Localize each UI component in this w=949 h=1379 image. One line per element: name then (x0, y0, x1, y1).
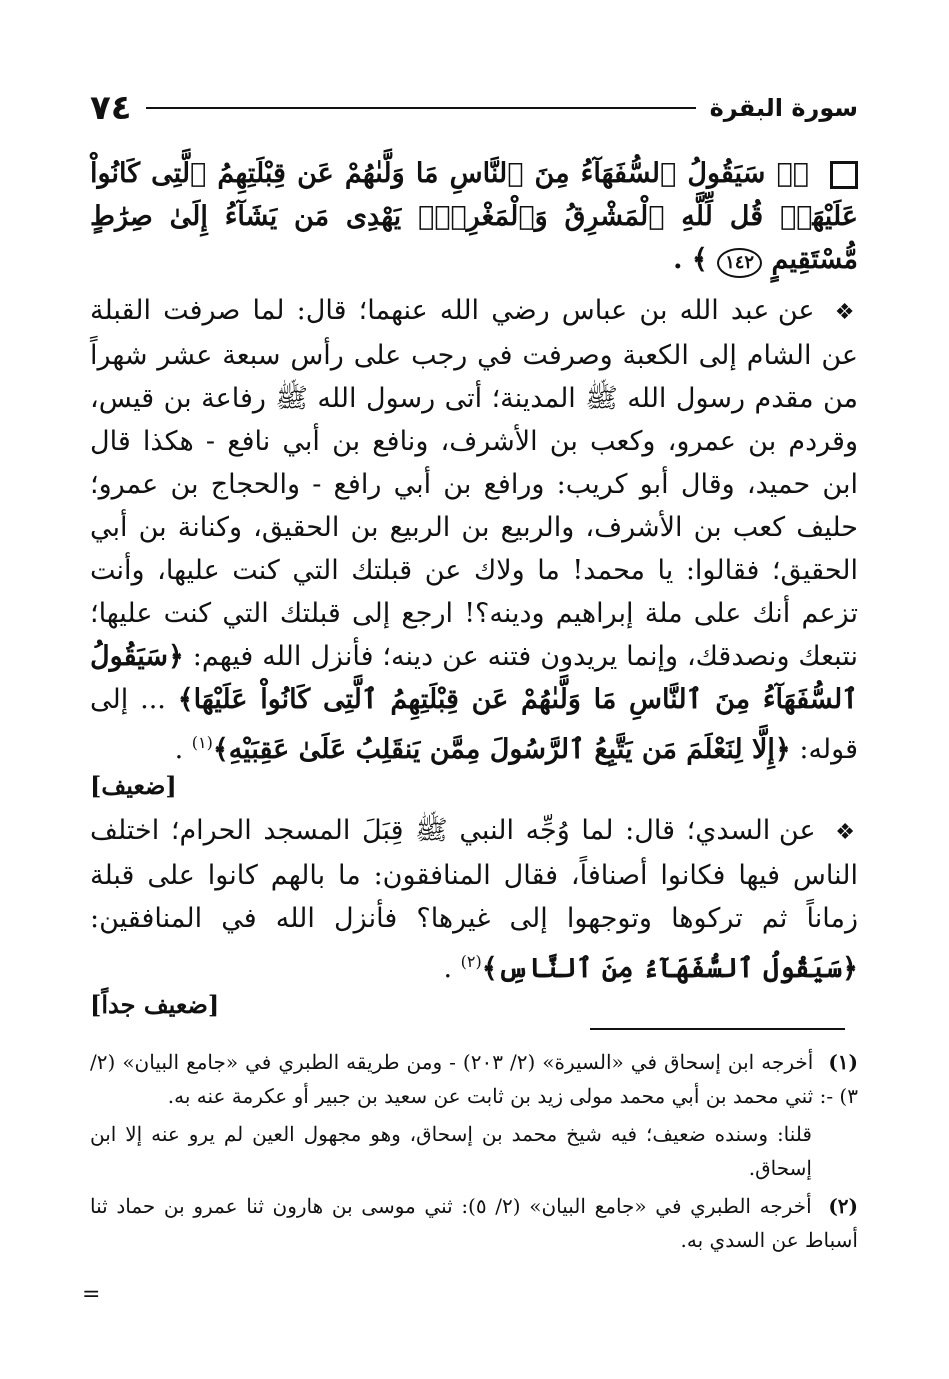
footnote-text: أخرجه ابن إسحاق في «السيرة» (٢/ ٢٠٣) - ومن طريقه الطبري في «جامع البيان» (٢/ ٣) -: ثني محمد بن أبي محمد مولى زيد بن ثابت عن سعيد بن جبير أو عكرمة عنه به. (90, 1050, 858, 1108)
quran-quote: ﴿سَيَقُولُ ٱلسُّفَهَآءُ مِنَ ٱلنَّاسِ مَا وَلَّىٰهُمْ عَن قِبْلَتِهِمُ ٱلَّتِى كَانُواْ عَلَيْهَا﴾ (90, 641, 858, 715)
footnote-number: (١) (828, 1050, 858, 1074)
footnote-separator (590, 1028, 845, 1030)
square-marker-icon (830, 161, 858, 189)
sentence-end: . (443, 953, 453, 984)
footnote-2 (90, 1189, 858, 1257)
verse-block (90, 152, 858, 281)
hadith-text: عن السدي؛ قال: لما وُجِّه النبي ﷺ قِبَلَ المسجد الحرام؛ اختلف الناس فيها فكانوا أصنافاً، فقال المنافقون: ما بالهم كانوا على قبلة زماناً ثم تركوها وتوجهوا إلى غيرها؟ فأنزل الله في المنافقين: (90, 815, 858, 934)
footnote-ref: (٢) (460, 952, 482, 971)
grade-label: [ضعيف] (90, 771, 177, 800)
quran-quote: ﴿سَيَقُولُ ٱلسُّفَهَآءُ مِنَ ٱلنَّاسِ﴾ (481, 953, 858, 984)
footnotes (90, 1045, 858, 1261)
header-rule (146, 107, 696, 109)
footnote-number: (٢) (828, 1194, 859, 1218)
grade-label: [ضعيف جداً] (90, 990, 220, 1019)
page-number: ٧٤ (90, 88, 132, 128)
quran-quote: ﴿إِلَّا لِنَعْلَمَ مَن يَتَّبِعُ ٱلرَّسُولَ مِمَّن يَنقَلِبُ عَلَىٰ عَقِبَيْهِ﴾ (212, 734, 791, 765)
bullet-icon: ❖ (835, 820, 858, 845)
verse-end: ﴾ . (673, 244, 708, 275)
connector-text: ... إلى قوله: (90, 684, 858, 765)
page-header (90, 88, 858, 128)
bullet-icon: ❖ (834, 300, 858, 325)
footnote-1-note: قلنا: وسنده ضعيف؛ فيه شيخ محمد بن إسحاق، وهو مجهول العين لم يرو عنه إلا ابن إسحاق. (90, 1122, 812, 1180)
footnote-1 (90, 1045, 858, 1113)
hadith-paragraph (90, 289, 858, 801)
verse-number-icon: ١٤٢ (717, 248, 762, 278)
surah-title: سورة البقرة (709, 94, 858, 122)
hadith-text: عن عبد الله بن عباس رضي الله عنهما؛ قال: لما صرفت القبلة عن الشام إلى الكعبة وصرفت في رجب على رأس سبعة عشر شهراً من مقدم رسول الله ﷺ المدينة؛ أتى رسول الله ﷺ رفاعة بن قيس، وقردم بن عمرو، وكعب بن الأشرف، ونافع بن أبي نافع - هكذا قال ابن حميد، وقال أبو كريب: ورافع بن أبي رافع - والحجاج بن عمرو؛ حليف كعب بن الأشرف، والربيع بن الربيع بن الحقيق، وكنانة بن أبي الحقيق؛ فقالوا: يا محمد! ما ولاك عن قبلتك التي كنت عليها، وأنت تزعم أنك على ملة إبراهيم ودينه؟! ارجع إلى قبلتك التي كنت عليها؛ نتبعك ونصدقك، وإنما يريدون فتنه عن دينه؛ فأنزل الله فيهم: (90, 295, 858, 672)
footnote-ref: (١) (191, 733, 213, 752)
footnote-text: أخرجه الطبري في «جامع البيان» (٢/ ٥): ثني موسى بن هارون ثنا عمرو بن حماد ثنا أسباط عن السدي به. (90, 1194, 858, 1252)
verse-text: ﴿۞ سَيَقُولُ ٱلسُّفَهَآءُ مِنَ ٱلنَّاسِ مَا وَلَّىٰهُمْ عَن قِبْلَتِهِمُ ٱلَّتِى كَانُواْ عَلَيْهَاۚ قُل لِّلَّهِ ٱلْمَشْرِقُ وَٱلْمَغْرِبُۚ يَهْدِى مَن يَشَآءُ إِلَىٰ صِرَٰطٍ مُّسْتَقِيمٍ (90, 158, 858, 275)
hadith-paragraph (90, 809, 858, 1020)
main-text (90, 152, 858, 1028)
margin-mark: = (82, 1282, 101, 1307)
sentence-end: . (174, 734, 184, 765)
